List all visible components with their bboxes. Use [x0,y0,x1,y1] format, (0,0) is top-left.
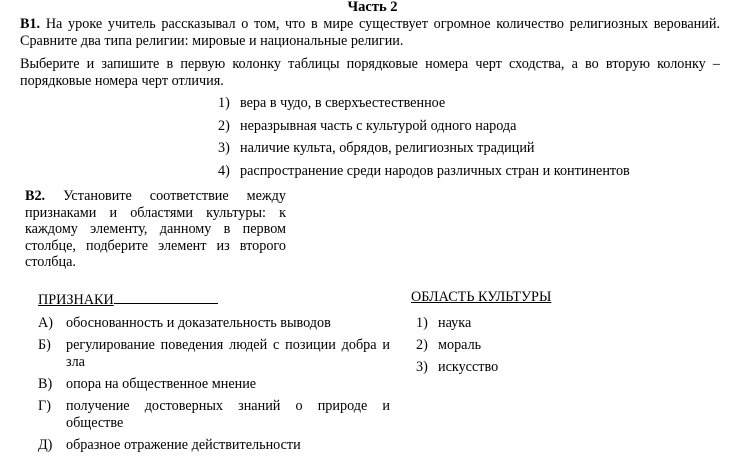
option-text: обоснованность и доказательность выводов [66,315,331,331]
option-letter: Г) [38,398,51,414]
area-text: наука [438,315,472,331]
left-header-text: ПРИЗНАКИ [38,292,114,308]
b2-areas-list [416,315,616,381]
list-item [218,163,718,186]
option-letter: Д) [38,437,53,453]
option-letter: А) [38,315,53,331]
list-item [218,140,718,163]
option-text: регулирование поведения людей с позиции добра и зла [66,337,390,370]
item-text: вера в чудо, в сверхъестественное [240,95,446,111]
list-item [38,398,390,432]
b2-options-list [38,315,390,459]
list-item [38,315,390,332]
list-item [416,315,616,337]
area-number: 1) [416,315,428,331]
list-item [38,376,390,393]
list-item [416,359,616,381]
option-text: опора на общественное мнение [66,376,257,392]
list-item [38,437,390,454]
item-text: распространение среди народов различных стран и континентов [240,162,630,179]
b1-task: Выберите и запишите в первую колонку таблицы порядковые номера черт сходства, а во вторую колонку – порядковые номера черт отличия. [20,56,720,89]
item-number: 2) [218,117,230,134]
item-text: наличие культа, обрядов, религиозных традиций [240,140,535,157]
option-text: образное отражение действительности [66,437,301,453]
list-item [218,95,718,118]
b1-intro [20,16,720,50]
item-number: 1) [218,95,230,111]
list-item [416,337,616,359]
option-text: получение достоверных знаний о природе и обществе [66,398,390,431]
b1-label: В1. [20,16,41,32]
right-column-header: ОБЛАСТЬ КУЛЬТУРЫ [411,289,552,305]
page-title: Часть 2 [347,0,398,15]
b2-text: Установите соответствие между признаками и областями культуры: к каждому элементу, данному в первом столбце, подберите элемент из второго столбца. [25,188,286,270]
list-item [38,337,390,371]
left-column-header [38,289,218,309]
area-number: 2) [416,337,428,353]
b1-intro-text: На уроке учитель рассказывал о том, что в мире существует огромное количество религиозных верований. Сравните два типа религии: мировые и национальные религии. [20,16,721,49]
item-number: 3) [218,140,230,157]
b2-task [25,188,286,271]
area-text: искусство [438,359,499,375]
option-letter: Б) [38,337,51,353]
item-number: 4) [218,162,230,179]
area-number: 3) [416,359,428,375]
item-text: неразрывная часть с культурой одного народа [240,117,517,134]
header-underline [114,289,218,304]
list-item [218,118,718,141]
area-text: мораль [438,337,482,353]
option-letter: В) [38,376,53,392]
b2-label: В2. [25,188,46,204]
b1-list [218,95,718,185]
